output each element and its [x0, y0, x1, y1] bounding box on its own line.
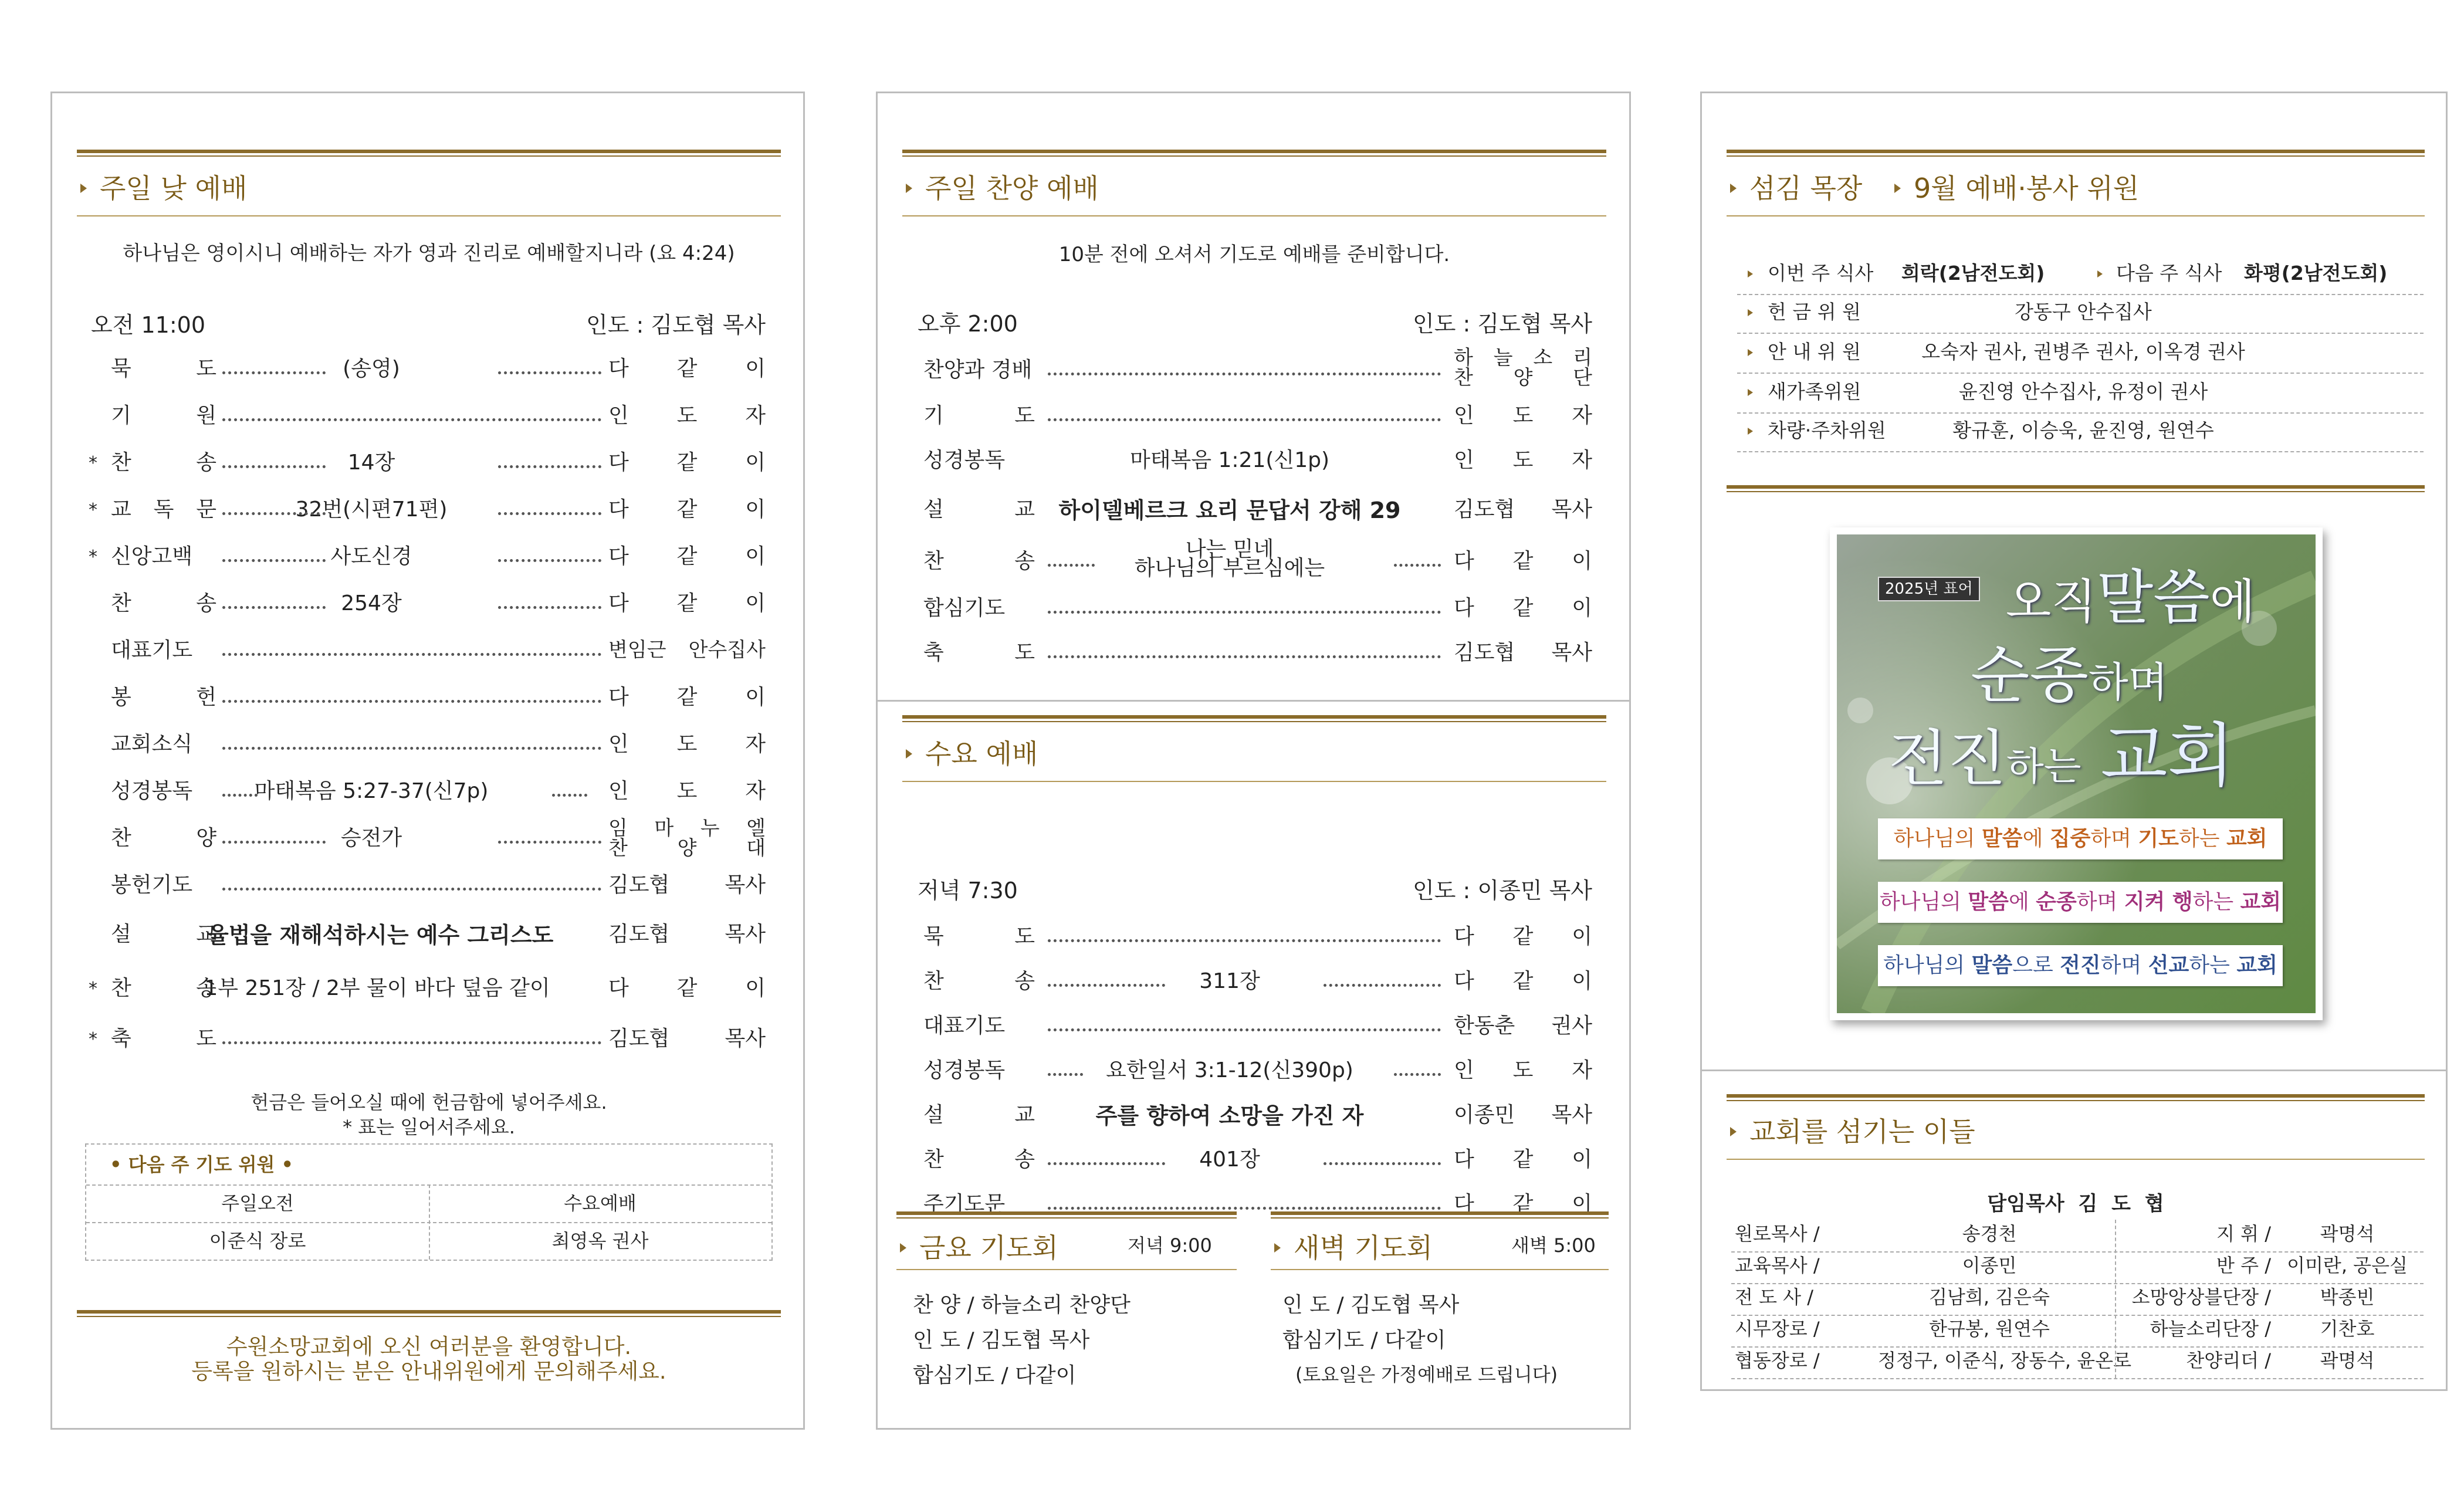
row-star-marker: * — [89, 1029, 97, 1050]
service-leader: 인도 : 김도협 목사 — [1413, 311, 1592, 337]
motto-item-part: 하며 — [2100, 953, 2148, 977]
leader-dots — [222, 747, 601, 750]
committee-label: 헌 금 위 원 — [1768, 300, 1861, 323]
dawn-title: 새벽 기도회 — [1274, 1227, 1433, 1265]
row-label: 묵 도 — [923, 925, 1035, 949]
row-right: 다 같 이 — [608, 591, 766, 615]
row-divider — [1737, 373, 2424, 374]
row-right: 다 같 이 — [1454, 1148, 1592, 1172]
motto-item-part: 하나님의 — [1883, 953, 1972, 977]
section-divider — [878, 700, 1629, 702]
title-underline — [77, 215, 781, 216]
row-right-2: 찬 양 단 — [1454, 366, 1592, 390]
staff-title-underline — [1727, 1159, 2425, 1160]
row-right: 다 같 이 — [1454, 1192, 1592, 1216]
row-right: 다 같 이 — [1454, 596, 1592, 620]
fri-underline — [896, 1269, 1237, 1270]
row-label: 찬 송 — [111, 976, 216, 1000]
triangle-bullet-icon — [1894, 184, 1901, 193]
leader-dots — [1394, 564, 1441, 567]
motto-item-part: 말씀 — [1968, 890, 2009, 914]
committee-label: 안 내 위 원 — [1768, 340, 1861, 363]
row-label: 찬 송 — [111, 591, 216, 615]
fri-line: 찬 양 / 하늘소리 찬양단 — [913, 1293, 1131, 1317]
leader-dots — [1048, 418, 1441, 421]
staff-role: 원로목사 / — [1735, 1223, 1820, 1245]
row-right: 이종민 목사 — [1454, 1103, 1592, 1127]
top-rule — [77, 150, 781, 157]
row-middle: 마태복음 1:21(신1p) — [1129, 448, 1329, 472]
row-right: 변임근 안수집사 — [608, 638, 766, 662]
motto-item-part: 하나님의 — [1879, 890, 1968, 914]
row-label: 묵 도 — [111, 357, 216, 381]
row-right: 인 도 자 — [608, 732, 766, 756]
triangle-bullet-icon — [1748, 428, 1753, 435]
leader-dots — [222, 606, 326, 609]
triangle-bullet-icon — [906, 749, 912, 759]
row-label: 설 교 — [111, 922, 216, 946]
row-label: 대표기도 — [923, 1014, 1006, 1038]
row-label: 찬 송 — [923, 1148, 1035, 1172]
leader-dots — [1048, 1028, 1441, 1031]
row-divider — [1731, 1346, 2424, 1348]
prep-note: 10분 전에 오셔서 기도로 예배를 준비합니다. — [1058, 243, 1450, 266]
welcome-line-1: 수원소망교회에 오신 여러분을 환영합니다. — [226, 1334, 632, 1359]
leader-dots — [1048, 939, 1441, 942]
row-right: 다 같 이 — [608, 451, 766, 475]
row-right: 다 같 이 — [608, 685, 766, 709]
row-label: 찬 송 — [923, 549, 1035, 573]
committee-label: 차량·주차위원 — [1768, 419, 1886, 442]
motto-line-1: 오직말씀에 — [2006, 563, 2256, 632]
section-title: 주일 낮 예배 — [80, 167, 247, 206]
row-star-marker: * — [89, 979, 97, 999]
leader-dots — [498, 512, 601, 515]
verse: 하나님은 영이시니 예배하는 자가 영과 진리로 예배할지니라 (요 4:24) — [123, 242, 735, 265]
motto-item-part: 기도 — [2138, 827, 2179, 851]
row-label: 대표기도 — [111, 638, 193, 662]
welcome-line-2: 등록을 원하시는 분은 안내위원에게 문의해주세요. — [191, 1359, 666, 1384]
motto-badge: 2025년 표어 — [1878, 577, 1980, 601]
row-middle: 401장 — [1199, 1148, 1260, 1172]
triangle-bullet-icon — [80, 184, 87, 193]
row-label: 교회소식 — [111, 732, 193, 756]
staff-name-2: 곽명석 — [2320, 1223, 2375, 1245]
motto-item-part: 교회 — [2236, 953, 2277, 977]
motto-item-part: 순종 — [2036, 890, 2077, 914]
section-title: 주일 찬양 예배 — [906, 167, 1099, 206]
row-right-2: 찬 양 대 — [608, 837, 766, 860]
staff-role-2: 소망앙상블단장 / — [2131, 1286, 2271, 1308]
row-label: 설 교 — [923, 1103, 1035, 1127]
column-divider — [2115, 1220, 2116, 1378]
staff-top-rule — [1727, 1094, 2425, 1101]
row-label: 찬양과 경배 — [923, 358, 1033, 382]
staff-role-2: 하늘소리단장 / — [2150, 1318, 2271, 1340]
row-right: 한동춘 권사 — [1454, 1014, 1592, 1038]
leader-dots — [1048, 373, 1441, 375]
motto-item-part: 하는 — [2189, 953, 2237, 977]
row-label: 찬 송 — [111, 451, 216, 475]
senior-pastor: 담임목사 김 도 협 — [1987, 1192, 2164, 1216]
leader-dots — [222, 653, 601, 656]
panel-sunday-morning — [50, 92, 805, 1430]
row-right: 임 마 누 엘 — [608, 817, 766, 840]
row-middle: 율법을 재해석하시는 예수 그리스도 — [207, 922, 554, 948]
dawn-underline — [1271, 1269, 1609, 1270]
leader-dots — [498, 559, 601, 562]
row-label: 신앙고백 — [111, 544, 193, 568]
row-label: 성경봉독 — [923, 1058, 1006, 1082]
row-label: 교 독 문 — [111, 497, 216, 522]
row-right: 인 도 자 — [608, 404, 766, 428]
row-star-marker: * — [89, 453, 97, 473]
committee-value: 오숙자 권사, 권병주 권사, 이옥경 권사 — [1921, 340, 2245, 363]
staff-name: 정정구, 이준식, 장동수, 윤온로 — [1878, 1349, 2131, 1372]
row-divider — [1731, 1378, 2424, 1379]
row-right: 인 도 자 — [1454, 404, 1592, 428]
leader-dots — [222, 559, 326, 562]
motto-item-part: 교회 — [2226, 827, 2267, 851]
leader-dots — [222, 700, 601, 703]
row-label: 기 도 — [923, 404, 1035, 428]
row-label: 찬 양 — [111, 826, 216, 850]
row-middle: 주를 향하여 소망을 가진 자 — [1095, 1103, 1364, 1129]
service-time: 오전 11:00 — [91, 312, 206, 338]
leader-dots — [222, 465, 326, 468]
triangle-bullet-icon — [1748, 270, 1753, 277]
staff-name: 김남희, 김은숙 — [1929, 1286, 2050, 1308]
panel-sunday-afternoon — [876, 92, 1631, 1430]
staff-section-title: 교회를 섬기는 이들 — [1730, 1111, 1975, 1149]
triangle-bullet-icon — [1748, 349, 1753, 356]
wed-section-title: 수요 예배 — [906, 733, 1038, 771]
row-middle: 사도신경 — [330, 544, 412, 568]
row-right: 다 같 이 — [608, 544, 766, 568]
leader-dots — [222, 512, 326, 515]
leader-dots — [222, 371, 326, 374]
row-divider — [1731, 1283, 2424, 1284]
leader-dots — [552, 794, 587, 797]
motto-item-part: 지켜 행 — [2124, 890, 2193, 914]
row-middle: 254장 — [341, 591, 402, 615]
triangle-bullet-icon — [1274, 1243, 1281, 1253]
motto-item-part: 선교 — [2148, 953, 2189, 977]
leader-dots — [1048, 564, 1095, 567]
triangle-bullet-icon — [900, 1243, 906, 1253]
motto-line-3: 전진하는 교회 — [1888, 715, 2235, 796]
staff-name: 송경천 — [1962, 1223, 2017, 1245]
title-underline — [1727, 215, 2425, 216]
motto-item — [1878, 882, 2283, 923]
leader-dots — [498, 465, 601, 468]
row-right: 다 같 이 — [608, 976, 766, 1000]
service-leader: 인도 : 김도협 목사 — [586, 312, 766, 338]
row-right: 다 같 이 — [1454, 549, 1592, 573]
staff-name-2: 곽명석 — [2320, 1349, 2375, 1372]
committee-value: 황규훈, 이승욱, 윤진영, 원연수 — [1952, 419, 2214, 442]
row-divider — [1737, 412, 2424, 414]
row-right: 김도협 목사 — [1454, 497, 1592, 522]
staff-role: 교육목사 / — [1735, 1254, 1820, 1277]
staff-role: 시무장로 / — [1735, 1318, 1820, 1340]
triangle-bullet-icon — [1730, 184, 1737, 193]
row-label: 설 교 — [923, 497, 1035, 522]
triangle-bullet-icon — [1748, 309, 1753, 316]
row-middle: 311장 — [1199, 969, 1260, 993]
committee-label: 새가족위원 — [1768, 380, 1861, 403]
leader-dots — [222, 841, 326, 844]
dawn-line: 합심기도 / 다같이 — [1282, 1328, 1446, 1352]
wed-title-underline — [902, 781, 1606, 782]
fri-time: 저녁 9:00 — [1128, 1234, 1212, 1257]
row-right: 하 늘 소 리 — [1454, 346, 1592, 370]
prayer-title: • 다음 주 기도 위원 • — [110, 1153, 293, 1176]
row-divider — [1731, 1251, 2424, 1253]
triangle-bullet-icon — [2097, 270, 2103, 277]
staff-name-2: 이미란, 공은실 — [2287, 1254, 2408, 1277]
leader-dots — [1324, 1162, 1441, 1165]
staff-role-2: 찬양리더 / — [2186, 1349, 2271, 1372]
row-middle-2: 하나님의 부르심에는 — [1134, 556, 1325, 580]
row-right: 다 같 이 — [1454, 925, 1592, 949]
row-label: 기 원 — [111, 404, 216, 428]
leader-dots — [1048, 611, 1441, 614]
leader-dots — [498, 371, 601, 374]
row-middle: 32번(시편71편) — [295, 497, 448, 522]
staff-role-2: 반 주 / — [2216, 1254, 2271, 1277]
wed-leader: 인도 : 이종민 목사 — [1413, 878, 1592, 903]
row-right: 인 도 자 — [1454, 448, 1592, 472]
row-star-marker: * — [89, 500, 97, 520]
staff-name: 이종민 — [1962, 1254, 2017, 1277]
bottom-rule — [77, 1310, 781, 1317]
row-middle: 1부 251장 / 2부 물이 바다 덮음 같이 — [204, 976, 550, 1000]
row-star-marker: * — [89, 547, 97, 567]
dawn-rule — [1271, 1211, 1609, 1219]
dawn-time: 새벽 5:00 — [1511, 1234, 1596, 1257]
motto-item — [1878, 818, 2283, 859]
staff-role: 협동장로 / — [1735, 1349, 1820, 1372]
dawn-line: (토요일은 가정예배로 드립니다) — [1295, 1363, 1558, 1386]
motto-item-part: 하며 — [2076, 890, 2124, 914]
row-label: 봉헌기도 — [111, 873, 193, 897]
committee-value: 강동구 안수집사 — [2015, 300, 2152, 323]
leader-dots — [1048, 1073, 1083, 1076]
row-label: 봉 헌 — [111, 685, 216, 709]
committee-value: 희락(2남전도회) — [1901, 262, 2045, 285]
row-right: 다 같 이 — [608, 357, 766, 381]
row-right: 다 같 이 — [608, 497, 766, 522]
row-label: 찬 송 — [923, 969, 1035, 993]
service-time: 오후 2:00 — [918, 311, 1018, 337]
wed-time: 저녁 7:30 — [918, 878, 1018, 903]
triangle-bullet-icon — [1730, 1127, 1737, 1136]
staff-role-2: 지 휘 / — [2216, 1223, 2271, 1245]
row-right: 인 도 자 — [608, 779, 766, 803]
motto-item-part: 하나님의 — [1893, 827, 1982, 851]
committee-value: 윤진영 안수집사, 유정이 권사 — [1958, 380, 2208, 403]
motto-item — [1878, 945, 2283, 986]
row-right: 김도협 목사 — [608, 1027, 766, 1051]
motto-item-part: 으로 — [2012, 953, 2060, 977]
prayer-header-wednesday: 수요예배 — [564, 1192, 637, 1214]
row-middle: 요한일서 3:1-12(신390p) — [1106, 1058, 1353, 1082]
leader-dots — [1048, 1162, 1165, 1165]
triangle-bullet-icon — [906, 184, 912, 193]
motto-item-part: 하며 — [2090, 827, 2138, 851]
motto-item-part: 전진 — [2060, 953, 2101, 977]
leader-dots — [498, 841, 601, 844]
leader-dots — [1324, 984, 1441, 987]
wed-top-rule — [902, 715, 1606, 722]
committee-label-2: 다음 주 식사 — [2116, 262, 2222, 285]
motto-line-2: 순종하며 — [1971, 639, 2168, 711]
row-divider — [1737, 294, 2424, 295]
top-rule — [1727, 150, 2425, 157]
motto-item-part: 말씀 — [1971, 953, 2013, 977]
row-middle: 하이델베르크 요리 문답서 강해 29 — [1058, 497, 1401, 523]
staff-name-2: 기찬호 — [2320, 1318, 2375, 1340]
motto-item-part: 말씀 — [1982, 827, 2023, 851]
motto-item-part: 하는 — [2192, 890, 2240, 914]
prayer-committee-box — [85, 1143, 773, 1261]
leader-dots — [498, 606, 601, 609]
panel-service — [1700, 92, 2448, 1391]
title-underline — [902, 215, 1606, 216]
section-divider — [1702, 1069, 2446, 1071]
leader-dots — [1048, 984, 1165, 987]
row-label: 성경봉독 — [923, 448, 1006, 472]
staff-name: 한규봉, 원연수 — [1929, 1318, 2050, 1340]
motto-item-part: 에 — [2008, 890, 2036, 914]
offering-note: 헌금은 들어오실 때에 헌금함에 넣어주세요. — [251, 1091, 607, 1113]
motto-item-part: 교회 — [2240, 890, 2282, 914]
triangle-bullet-icon — [1748, 389, 1753, 396]
row-middle: 마태복음 5:27-37(신7p) — [254, 779, 489, 803]
row-label: 합심기도 — [923, 596, 1006, 620]
motto-item-part: 하는 — [2178, 827, 2226, 851]
row-middle: 14장 — [347, 451, 395, 475]
fri-line: 합심기도 / 다같이 — [913, 1363, 1077, 1387]
row-label: 축 도 — [923, 641, 1035, 665]
fri-rule — [896, 1211, 1237, 1219]
row-right: 다 같 이 — [1454, 969, 1592, 993]
row-divider — [1737, 451, 2424, 452]
row-label: 축 도 — [111, 1027, 216, 1051]
row-middle: 승전가 — [340, 826, 402, 850]
mid-rule — [1727, 485, 2425, 492]
committee-label: 이번 주 식사 — [1768, 262, 1874, 285]
prayer-value-sunday: 이준식 장로 — [209, 1230, 306, 1252]
row-right: 김도협 목사 — [608, 873, 766, 897]
motto-item-part: 에 — [2022, 827, 2050, 851]
leader-dots — [1048, 1207, 1441, 1210]
prayer-header-sunday: 주일오전 — [221, 1192, 294, 1214]
leader-dots — [1394, 1073, 1441, 1076]
dawn-line: 인 도 / 김도협 목사 — [1282, 1293, 1460, 1317]
prayer-value-wednesday: 최영옥 권사 — [551, 1230, 649, 1252]
row-divider — [1731, 1315, 2424, 1316]
top-rule — [902, 150, 1606, 157]
staff-role: 전 도 사 / — [1735, 1286, 1814, 1308]
leader-dots — [1048, 655, 1441, 658]
leader-dots — [222, 1041, 601, 1044]
motto-poster — [1830, 527, 2323, 1020]
row-middle: 나는 믿네 — [1185, 537, 1274, 561]
fri-line: 인 도 / 김도협 목사 — [913, 1328, 1090, 1352]
row-middle: (송영) — [343, 357, 400, 381]
row-label: 주기도문 — [923, 1192, 1006, 1216]
row-right: 김도협 목사 — [608, 922, 766, 946]
fri-title: 금요 기도회 — [900, 1227, 1058, 1265]
section-title: 섬김 목장 9월 예배·봉사 위원 — [1730, 167, 2139, 206]
row-right: 인 도 자 — [1454, 1058, 1592, 1082]
row-label: 성경봉독 — [111, 779, 193, 803]
leader-dots — [222, 794, 258, 797]
motto-item-part: 집중 — [2049, 827, 2091, 851]
leader-dots — [222, 888, 601, 891]
leader-dots — [222, 418, 601, 421]
stand-note: * 표는 일어서주세요. — [343, 1116, 515, 1138]
row-right: 김도협 목사 — [1454, 641, 1592, 665]
committee-value-2: 화평(2남전도회) — [2244, 262, 2388, 285]
row-divider — [1737, 333, 2424, 334]
staff-name-2: 박종빈 — [2320, 1286, 2375, 1308]
